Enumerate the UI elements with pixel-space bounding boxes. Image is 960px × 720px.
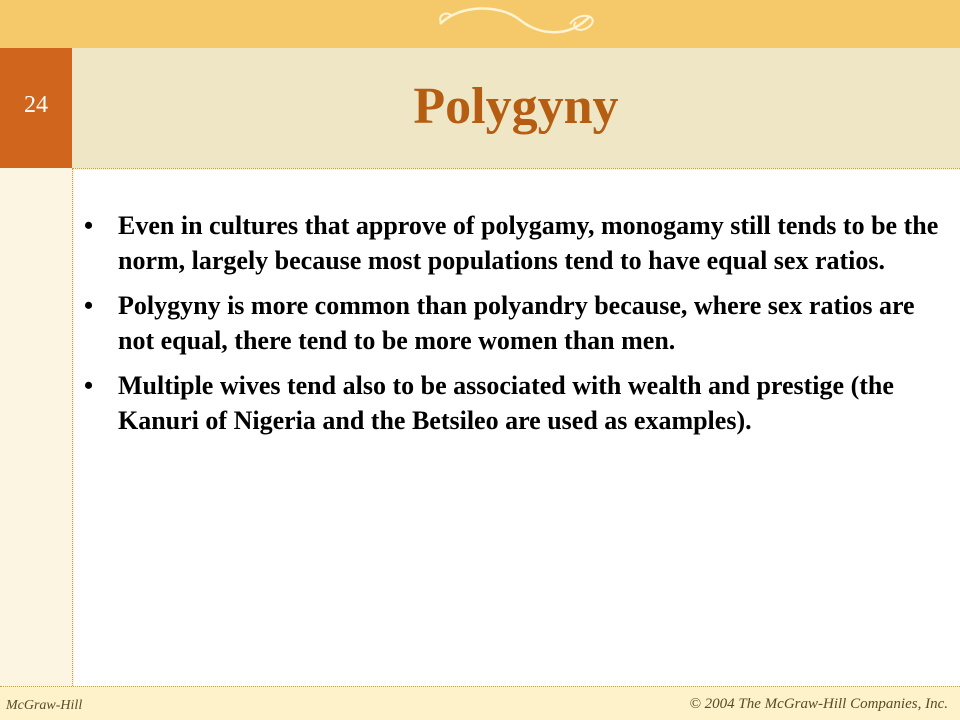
bullet-text: Multiple wives tend also to be associated with wealth and prestige (the Kanuri of Nigeria and the Betsileo are used as examples). (118, 371, 894, 436)
bullet-item (84, 288, 944, 358)
bullet-item (84, 368, 944, 438)
bullet-text: Even in cultures that approve of polygamy, monogamy still tends to be the norm, largely because most populations tend to have equal sex ratios. (118, 211, 939, 276)
divider-vertical (72, 168, 73, 686)
bullet-icon: • (84, 211, 94, 240)
divider-bottom (0, 686, 960, 687)
left-margin-strip (0, 168, 72, 686)
slide-number: 24 (24, 92, 48, 118)
bullet-list (84, 208, 944, 449)
decorative-swirl-icon (430, 2, 600, 42)
bullet-icon: • (84, 291, 94, 321)
bullet-item (84, 208, 944, 278)
bullet-text: Polygyny is more common than polyandry because, where sex ratios are not equal, there tend to be more women than men. (118, 291, 915, 356)
slide-title: Polygyny (413, 78, 619, 135)
footer-publisher: McGraw-Hill (6, 698, 83, 713)
divider-top (72, 168, 960, 169)
bullet-icon: • (84, 371, 94, 401)
footer-copyright: © 2004 The McGraw-Hill Companies, Inc. (689, 696, 948, 712)
